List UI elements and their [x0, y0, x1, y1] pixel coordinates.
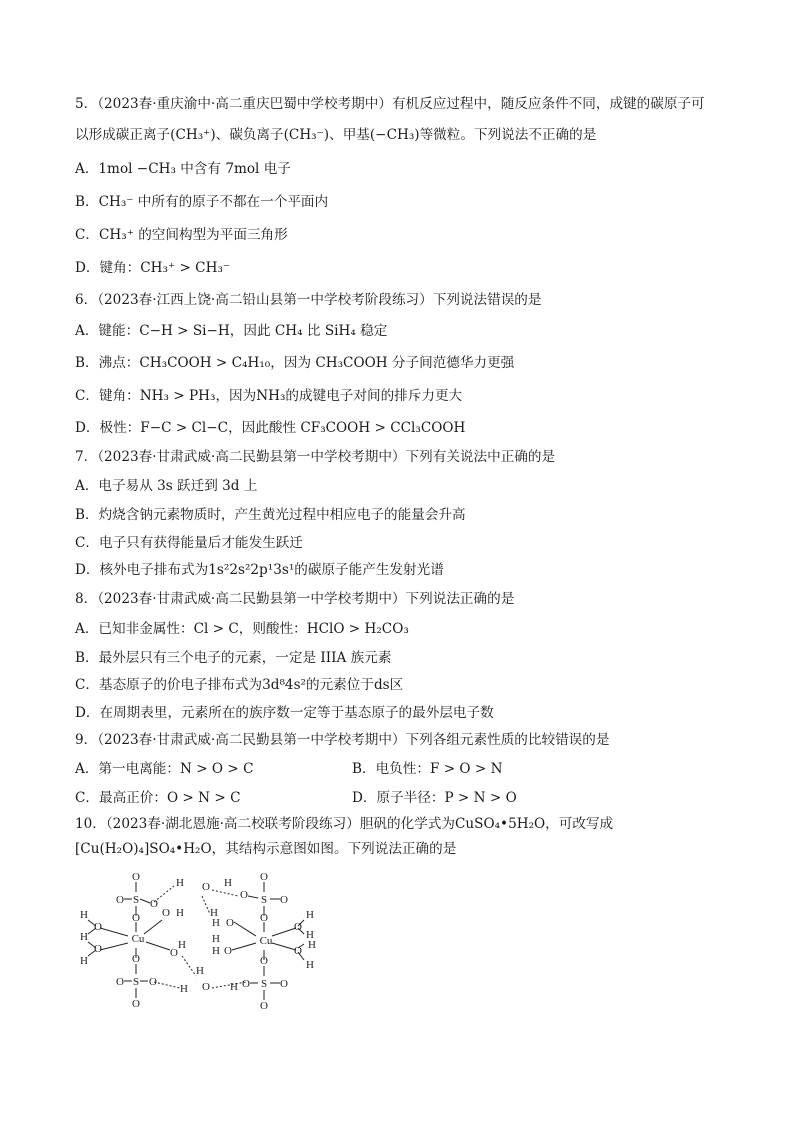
q5-stem-line1: 5．（2023春·重庆渝中·高二重庆巴蜀中学校考期中）有机反应过程中，随反应条件不同，成键的碳原子可	[75, 96, 705, 112]
q6-option-a: A．键能：C−H > Si−H，因此 CH₄ 比 SiH₄ 稳定	[75, 323, 388, 339]
q10-stem-line2: [Cu(H₂O)₄]SO₄•H₂O，其结构示意图如图。下列说法正确的是	[75, 841, 457, 857]
diagram-atom: H	[306, 959, 314, 971]
diagram-atom: H	[224, 877, 232, 889]
diagram-atom: S	[260, 894, 268, 906]
diagram-atom: S	[132, 976, 140, 988]
q10-stem-line1: 10．（2023春·湖北恩施·高二校联考阶段练习）胆矾的化学式为CuSO₄•5H₂O，可改写成	[75, 816, 614, 832]
q7-option-c: C．电子只有获得能量后才能发生跃迁	[75, 535, 303, 551]
q9-option-a: A．第一电离能：N > O > C	[75, 761, 254, 777]
diagram-atom: O	[132, 953, 140, 965]
diagram-atom: O	[94, 943, 102, 955]
diagram-atom: H	[230, 981, 238, 993]
q9-option-c: C．最高正价：O > N > C	[75, 790, 241, 806]
diagram-atom: H	[212, 933, 220, 945]
q7-option-b: B．灼烧含钠元素物质时，产生黄光过程中相应电子的能量会升高	[75, 507, 466, 523]
copper-sulfate-structure-diagram	[70, 868, 330, 1010]
diagram-atom: O	[224, 945, 232, 957]
q6-option-b: B．沸点：CH₃COOH > C₄H₁₀，因为 CH₃COOH 分子间范德华力更强	[75, 355, 515, 371]
q7-option-a: A．电子易从 3s 跃迁到 3d 上	[75, 478, 258, 494]
diagram-atom: H	[80, 955, 88, 967]
diagram-atom: O	[240, 889, 248, 901]
diagram-atom: O	[149, 976, 157, 988]
q7-option-d: D．核外电子排布式为1s²2s²2p¹3s¹的碳原子能产生发射光谱	[75, 562, 444, 578]
q5-option-b: B．CH₃⁻ 中所有的原子不都在一个平面内	[75, 194, 329, 210]
diagram-atom: H	[176, 877, 184, 889]
diagram-atom: H	[212, 945, 220, 957]
diagram-atom: H	[80, 931, 88, 943]
diagram-atom: O	[294, 921, 302, 933]
q5-option-d: D．键角：CH₃⁺ > CH₃⁻	[75, 260, 231, 276]
diagram-atom: H	[176, 907, 184, 919]
diagram-atom: H	[306, 909, 314, 921]
diagram-atom: O	[132, 871, 140, 883]
diagram-atom: O	[132, 998, 140, 1010]
diagram-atom: Cu	[259, 935, 273, 947]
q8-option-b: B．最外层只有三个电子的元素，一定是 IIIA 族元素	[75, 650, 392, 666]
q6-stem: 6．（2023春·江西上饶·高二铅山县第一中学校考阶段练习）下列说法错误的是	[75, 292, 542, 308]
diagram-atom: O	[150, 898, 158, 910]
diagram-atom: O	[202, 881, 210, 893]
q6-option-d: D．极性：F−C > Cl−C，因此酸性 CF₃COOH > CCl₃COOH	[75, 420, 466, 436]
diagram-atom: O	[260, 912, 268, 924]
diagram-atom: H	[306, 929, 314, 941]
diagram-atom: O	[94, 921, 102, 933]
diagram-atom: H	[180, 983, 188, 995]
q8-option-a: A．已知非金属性：Cl > C，则酸性：HClO > H₂CO₃	[75, 621, 409, 637]
q9-option-d: D．原子半径：P > N > O	[352, 790, 517, 806]
diagram-atom: H	[80, 909, 88, 921]
diagram-atom: O	[116, 894, 124, 906]
diagram-atom: H	[210, 907, 218, 919]
q7-stem: 7．（2023春·甘肃武威·高二民勤县第一中学校考期中）下列有关说法中正确的是	[75, 449, 556, 465]
diagram-atom: H	[212, 917, 220, 929]
diagram-atom: O	[116, 976, 124, 988]
diagram-atom: O	[170, 947, 178, 959]
diagram-atom: H	[178, 939, 186, 951]
diagram-atom: O	[260, 1000, 268, 1010]
q5-option-c: C．CH₃⁺ 的空间构型为平面三角形	[75, 227, 288, 243]
diagram-atom: O	[162, 907, 170, 919]
diagram-atom: O	[294, 945, 302, 957]
diagram-atom: Cu	[131, 933, 145, 945]
diagram-atom: O	[202, 981, 210, 993]
diagram-atom: S	[260, 978, 268, 990]
q8-option-d: D．在周期表里，元素所在的族序数一定等于基态原子的最外层电子数	[75, 705, 494, 721]
q9-stem: 9．（2023春·甘肃武威·高二民勤县第一中学校考期中）下列各组元素性质的比较错误的是	[75, 732, 610, 748]
q8-option-c: C．基态原子的价电子排布式为3d⁸4s²的元素位于ds区	[75, 677, 404, 693]
diagram-atom: S	[132, 894, 140, 906]
diagram-atom: O	[242, 978, 250, 990]
diagram-atom: O	[280, 978, 288, 990]
q6-option-c: C．键角：NH₃ > PH₃，因为NH₃的成键电子对间的排斥力更大	[75, 388, 463, 404]
q5-stem-line2: 以形成碳正离子(CH₃⁺)、碳负离子(CH₃⁻)、甲基(−CH₃)等微粒。下列说法不正确的是	[75, 127, 597, 143]
diagram-atom: O	[226, 917, 234, 929]
q8-stem: 8．（2023春·甘肃武威·高二民勤县第一中学校考期中）下列说法正确的是	[75, 591, 515, 607]
diagram-atom: O	[280, 894, 288, 906]
diagram-atom: O	[260, 871, 268, 883]
diagram-atom: O	[132, 912, 140, 924]
diagram-atom: H	[196, 965, 204, 977]
diagram-atom: H	[308, 939, 316, 951]
diagram-atom: O	[260, 955, 268, 967]
q5-option-a: A．1mol −CH₃ 中含有 7mol 电子	[75, 161, 291, 177]
q9-option-b: B．电负性：F > O > N	[352, 761, 503, 777]
